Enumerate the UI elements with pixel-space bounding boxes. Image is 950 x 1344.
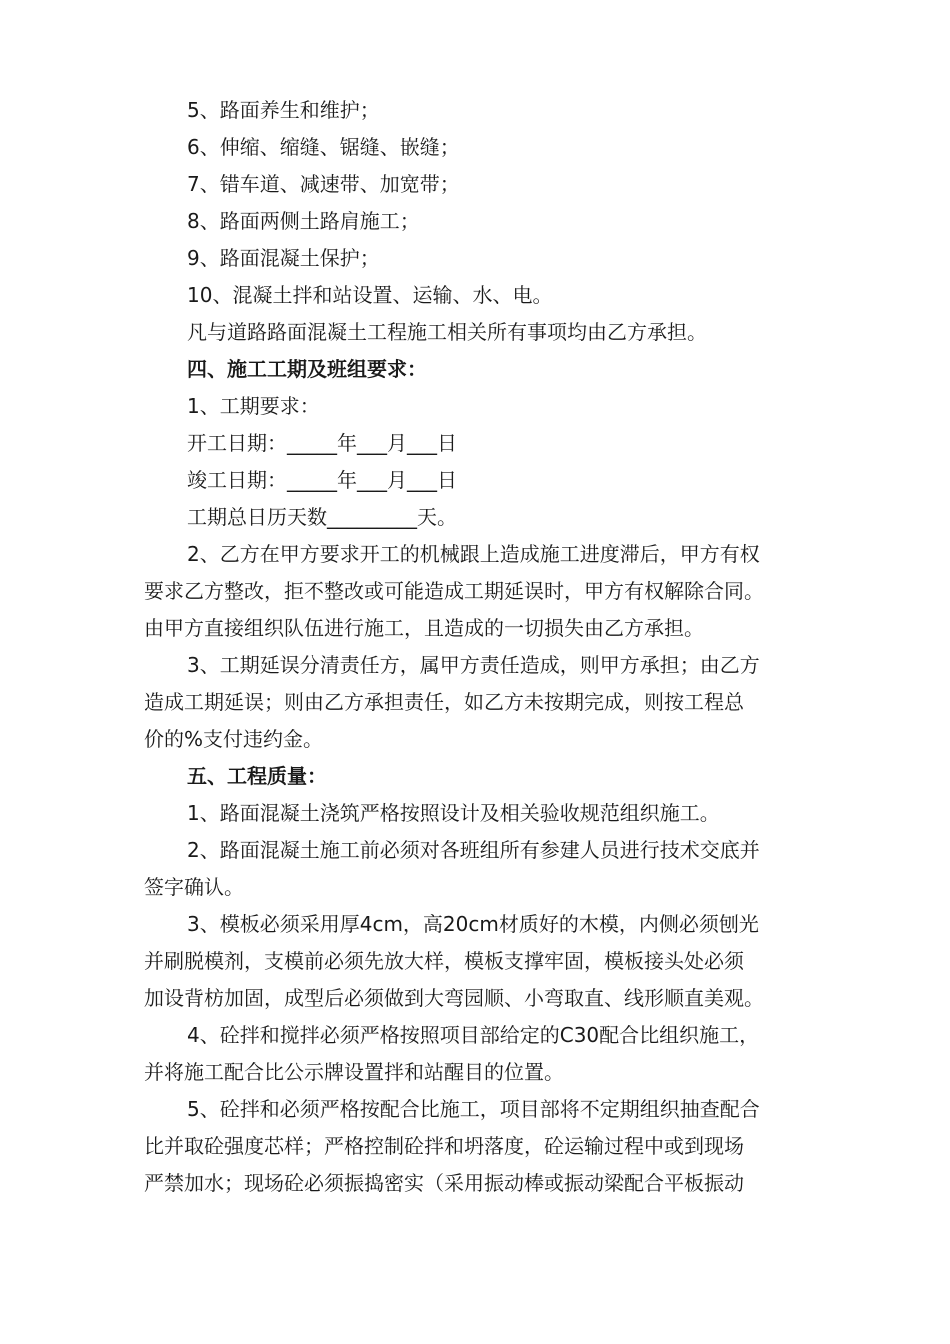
- paragraph-line: 造成工期延误；则由乙方承担责任，如乙方未按期完成，则按工程总: [144, 690, 744, 714]
- paragraph-line: 2、路面混凝土施工前必须对各班组所有参建人员进行技术交底并: [187, 838, 760, 862]
- paragraph-line: 3、工期延误分清责任方，属甲方责任造成，则甲方承担；由乙方: [187, 653, 760, 677]
- list-item: 6、伸缩、缩缝、锯缝、嵌缝；: [187, 135, 460, 159]
- clause-paragraph: [144, 906, 810, 1017]
- list-item: 5、路面养生和维护；: [187, 98, 380, 122]
- paragraph-line: 价的%支付违约金。: [144, 727, 324, 751]
- clause-paragraph: [144, 647, 810, 758]
- paragraph-line: 并刷脱模剂，支模前必须先放大样，模板支撑牢固，模板接头处必须: [144, 949, 744, 973]
- paragraph-line: 加设背枋加固，成型后必须做到大弯园顺、小弯取直、线形顺直美观。: [144, 986, 764, 1010]
- paragraph-line: 由甲方直接组织队伍进行施工，且造成的一切损失由乙方承担。: [144, 616, 704, 640]
- paragraph-line: 要求乙方整改，拒不整改或可能造成工期延误时，甲方有权解除合同。: [144, 579, 764, 603]
- paragraph-line: 比并取砼强度芯样；严格控制砼拌和坍落度，砼运输过程中或到现场: [144, 1134, 744, 1158]
- section-heading-quality: 五、工程质量：: [187, 764, 327, 788]
- clause-paragraph: [144, 832, 810, 906]
- paragraph-line: 1、路面混凝土浇筑严格按照设计及相关验收规范组织施工。: [187, 801, 720, 825]
- paragraph-line: 5、砼拌和必须严格按配合比施工，项目部将不定期组织抽查配合: [187, 1097, 760, 1121]
- paragraph-line: 3、模板必须采用厚4cm，高20cm材质好的木模，内侧必须刨光: [187, 912, 759, 936]
- paragraph-line: 2、乙方在甲方要求开工的机械跟上造成施工进度滞后，甲方有权: [187, 542, 760, 566]
- document-body: [144, 92, 810, 1202]
- paragraph-line: 4、砼拌和搅拌必须严格按照项目部给定的C30配合比组织施工，: [187, 1023, 760, 1047]
- schedule-requirement-title: 1、工期要求：: [187, 394, 320, 418]
- list-item: 8、路面两侧土路肩施工；: [187, 209, 420, 233]
- clause-paragraph: [144, 1091, 810, 1202]
- paragraph-line: 签字确认。: [144, 875, 244, 899]
- end-date-line: 竣工日期：_____年___月___日: [187, 468, 457, 492]
- section-heading-schedule: 四、施工工期及班组要求：: [187, 357, 427, 381]
- list-item: 7、错车道、减速带、加宽带；: [187, 172, 460, 196]
- total-days-line: 工期总日历天数_________天。: [187, 505, 457, 529]
- start-date-line: 开工日期：_____年___月___日: [187, 431, 457, 455]
- paragraph-line: 严禁加水；现场砼必须振捣密实（采用振动棒或振动梁配合平板振动: [144, 1171, 744, 1195]
- summary-line: 凡与道路路面混凝土工程施工相关所有事项均由乙方承担。: [187, 320, 707, 344]
- clause-paragraph: [144, 795, 810, 832]
- paragraph-line: 并将施工配合比公示牌设置拌和站醒目的位置。: [144, 1060, 564, 1084]
- clause-paragraph: [144, 1017, 810, 1091]
- list-item: 10、混凝土拌和站设置、运输、水、电。: [187, 283, 553, 307]
- clause-paragraph: [144, 536, 810, 647]
- list-item: 9、路面混凝土保护；: [187, 246, 380, 270]
